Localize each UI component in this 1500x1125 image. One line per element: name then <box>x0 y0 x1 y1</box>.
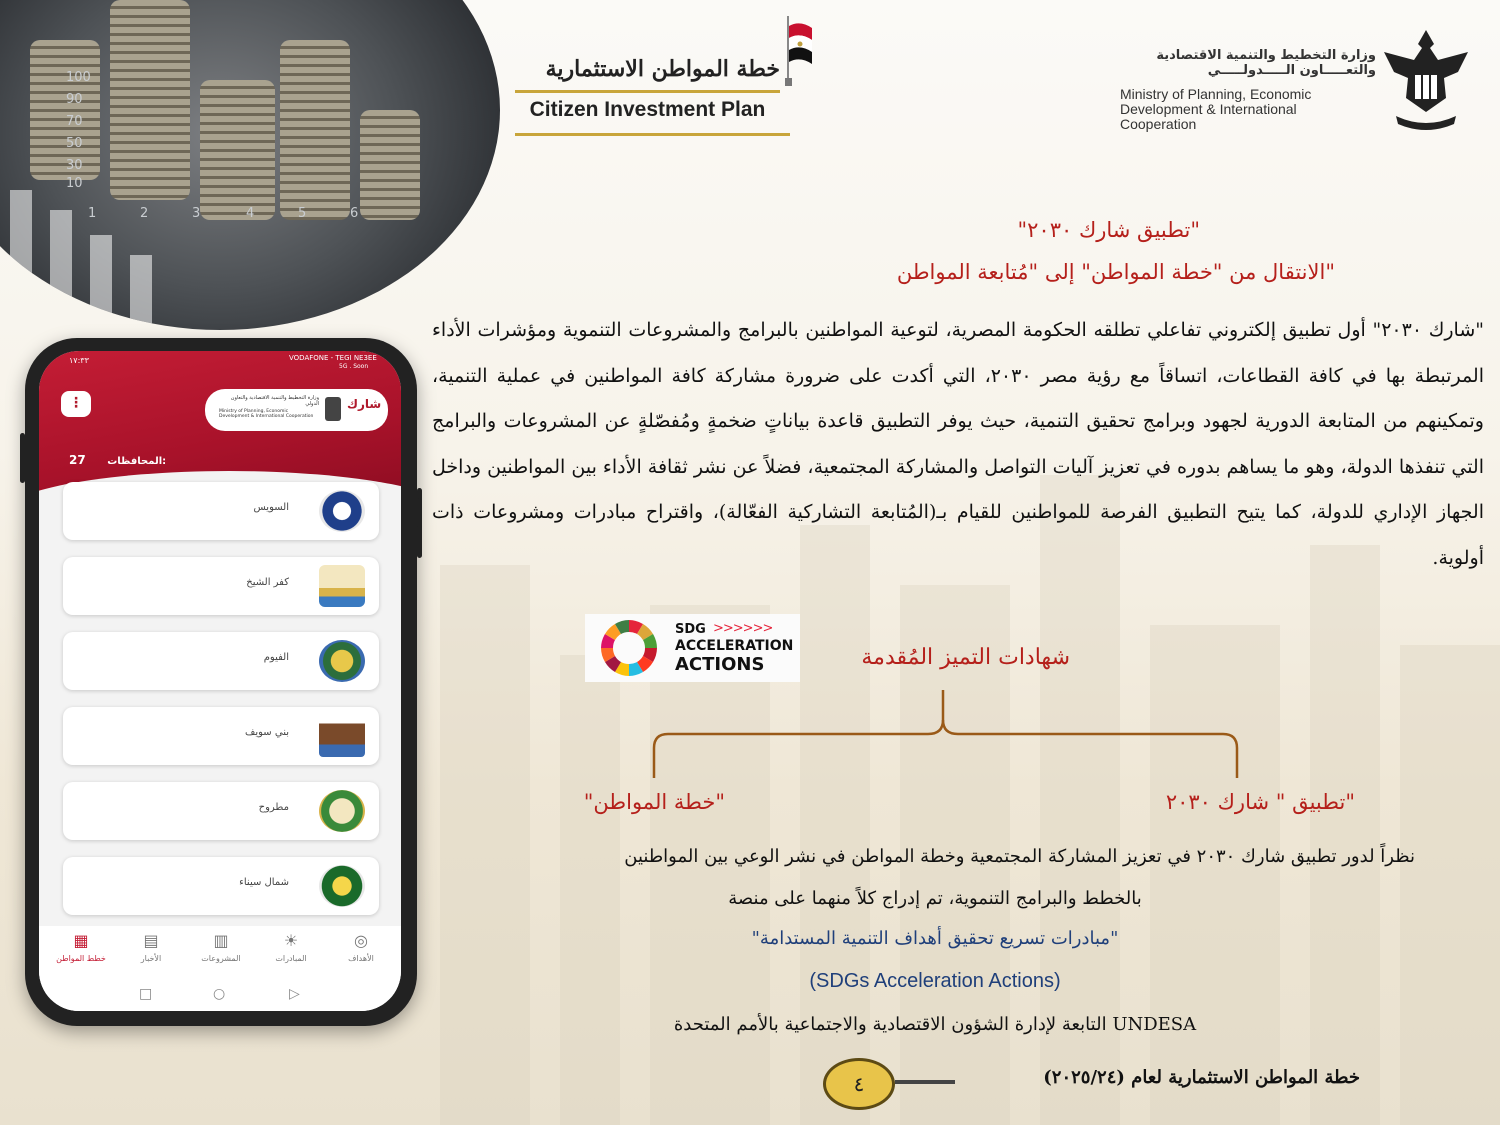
conclusion-line5: التابعة لإدارة الشؤون الاقتصادية والاجتماعية بالأمم المتحدة UNDESA <box>673 1014 1197 1035</box>
goals-icon: ◎ <box>354 931 368 950</box>
app-ministry-text-ar: وزارة التخطيط والتنمية الاقتصادية والتعاون الدولي <box>230 395 319 407</box>
governorate-name: الفيوم <box>263 652 289 663</box>
governorate-name: مطروح <box>258 802 289 813</box>
certificates-title: شهادات التميز المُقدمة <box>861 645 1070 670</box>
back-button-icon[interactable]: ▷ <box>289 986 300 1002</box>
conclusion-line1: نظراً لدور تطبيق شارك ٢٠٣٠ في تعزيز المشاركة المجتمعية وخطة المواطن في نشر الوعي بين المواطنين <box>624 846 1415 867</box>
governorate-card[interactable] <box>63 557 379 615</box>
projects-icon: ▥ <box>213 931 229 950</box>
citizen-plan-icon: ▦ <box>73 931 89 950</box>
bracket-connector <box>648 690 1243 790</box>
chart-y-tick: 10 <box>66 176 83 191</box>
governorate-name: السويس <box>253 502 289 513</box>
chart-x-tick: 3 <box>192 206 201 221</box>
initiatives-icon: ☀ <box>283 931 299 950</box>
conclusion-line2: بالخطط والبرامج التنموية، تم إدراج كلاً منهما على منصة <box>728 888 1142 909</box>
status-time: ١٧:٣٣ <box>69 356 89 365</box>
status-carrier: VODAFONE - TEGI NE3EE <box>289 354 377 362</box>
title-underline <box>515 133 790 136</box>
status-network: 5G . Soon <box>339 363 369 370</box>
menu-button[interactable] <box>61 391 91 417</box>
governorate-card[interactable] <box>63 782 379 840</box>
governorates-label: المحافظات: <box>107 456 167 467</box>
bottom-navigation <box>39 926 401 982</box>
kebab-menu-icon: ⋮ <box>69 395 83 411</box>
governorate-card[interactable] <box>63 482 379 540</box>
sdg-logo-line1: SDG <box>675 622 706 637</box>
sdg-acceleration-actions-logo <box>585 614 800 682</box>
recents-button-icon[interactable]: □ <box>139 986 153 1002</box>
plan-title-english: Citizen Investment Plan <box>529 98 766 121</box>
sdg-logo-line3: ACTIONS <box>675 654 765 675</box>
kafr-el-sheikh-logo-icon <box>319 565 365 607</box>
governorate-name: كفر الشيخ <box>246 577 289 588</box>
app-brand-logo: شارك <box>347 397 382 411</box>
ministry-name-arabic-line2: والتعـــــاون الـــــدولـــــي <box>1207 63 1376 78</box>
news-icon: ▤ <box>143 931 159 950</box>
background-building <box>800 525 870 1125</box>
chart-y-tick: 30 <box>66 158 83 173</box>
ministry-name-arabic-line1: وزارة التخطيط والتنمية الاقتصادية <box>1156 48 1376 63</box>
nav-label: خطط المواطن <box>56 954 106 963</box>
phone-mockup <box>25 338 417 1026</box>
chart-y-tick: 70 <box>66 114 83 129</box>
coins-chart-image <box>0 0 500 330</box>
governorates-count: 27 <box>69 453 86 467</box>
ministry-name-english-line3: Cooperation <box>1120 116 1197 132</box>
suez-logo-icon <box>319 490 365 532</box>
nav-news[interactable] <box>121 932 181 963</box>
beni-suef-logo-icon <box>319 715 365 757</box>
nav-label: المشروعات <box>201 954 241 963</box>
nav-label: الأخبار <box>140 954 162 963</box>
chart-y-tick: 100 <box>66 70 91 85</box>
section-subtitle: الانتقال من "خطة المواطن" إلى "مُتابعة المواطن" <box>896 260 1335 284</box>
status-bar <box>39 351 401 371</box>
side-button <box>417 498 422 528</box>
android-navigation-bar <box>39 982 401 1011</box>
north-sinai-logo-icon <box>319 865 365 907</box>
ministry-name-english-line1: Ministry of Planning, Economic <box>1120 86 1312 102</box>
certificate-label-citizen-plan: "خطة المواطن" <box>583 790 725 814</box>
matrouh-logo-icon <box>319 790 365 832</box>
footer-title: خطة المواطن الاستثمارية لعام (٢٠٢٥/٢٤) <box>1043 1067 1360 1088</box>
nav-label: الأهداف <box>348 954 374 963</box>
sdg-arrows-icon: >>>>>> <box>713 621 773 636</box>
background-building <box>1400 645 1500 1125</box>
home-button-icon[interactable]: ○ <box>213 986 226 1002</box>
governorates-counter <box>69 453 166 467</box>
chart-y-tick: 50 <box>66 136 83 151</box>
certificate-label-app: تطبيق " شارك ٢٠٣٠" <box>1165 790 1355 814</box>
eagle-emblem-icon <box>1378 26 1474 132</box>
fayoum-logo-icon <box>319 640 365 682</box>
chart-x-tick: 4 <box>246 206 255 221</box>
nav-goals[interactable] <box>331 932 391 963</box>
page-number: ٤ <box>823 1058 895 1110</box>
app-ministry-text-en: Ministry of Planning, Economic Development & International Cooperation <box>219 409 314 419</box>
chart-x-tick: 6 <box>350 206 359 221</box>
governorate-card[interactable] <box>63 632 379 690</box>
nav-initiatives[interactable] <box>261 932 321 963</box>
egypt-flag-icon <box>780 12 816 86</box>
app-title: "تطبيق شارك ٢٠٣٠" <box>1017 218 1200 242</box>
app-eagle-icon <box>325 397 341 421</box>
app-logo-card <box>205 389 388 431</box>
chart-y-tick: 90 <box>66 92 83 107</box>
plan-title-arabic: خطة المواطن الاستثمارية <box>545 56 780 82</box>
conclusion-line3: "مبادرات تسريع تحقيق أهداف التنمية المستدامة" <box>751 928 1119 949</box>
nav-projects[interactable] <box>191 932 251 963</box>
governorate-card[interactable] <box>63 857 379 915</box>
body-paragraph: "شارك ٢٠٣٠" أول تطبيق إلكتروني تفاعلي تطلقه الحكومة المصرية، لتوعية المواطنين بالبرامج والمشروعات التنموية ومؤشرات الأداء المرتبطة بها في كافة القطاعات، اتساقاً مع رؤية مصر ٢٠٣٠، التي أكدت على ضرورة مشاركة كافة المواطنين في عملية التنمية، وتمكينهم من المتابعة الدورية لجهود وبرامج تحقيق التنمية، حيث يوفر التطبيق قاعدة بياناتٍ ضخمةٍ ومُفصّلةٍ عن المشروعات والبرامج التي تنفذها الدولة، وهو ما يساهم بدوره في تعزيز آليات التواصل والمشاركة المجتمعية، فضلاً عن نشر ثقافة الأداء بين المواطنين وداخل الجهاز الإداري للدولة، كما يتيح التطبيق الفرصة للمواطنين للقيام بـ(المُتابعة التشاركية الفعّالة)، واقتراح مبادرات ومشروعات ذات أولوية. <box>432 319 1484 569</box>
background-building <box>1310 545 1380 1125</box>
title-underline <box>515 90 780 93</box>
nav-citizen-plan[interactable] <box>51 932 111 963</box>
ministry-name-english-line2: Development & International <box>1120 101 1297 117</box>
phone-screen <box>39 351 401 1011</box>
background-building <box>440 565 530 1125</box>
nav-label: المبادرات <box>275 954 307 963</box>
governorate-name: بني سويف <box>245 727 289 738</box>
chart-x-tick: 2 <box>140 206 149 221</box>
chart-x-tick: 1 <box>88 206 97 221</box>
chart-x-tick: 5 <box>298 206 307 221</box>
sdg-logo-line2: ACCELERATION <box>675 638 794 654</box>
conclusion-line4: (SDGs Acceleration Actions) <box>809 970 1061 992</box>
governorate-name: شمال سيناء <box>239 877 289 888</box>
volume-button <box>20 433 25 483</box>
governorate-card[interactable] <box>63 707 379 765</box>
